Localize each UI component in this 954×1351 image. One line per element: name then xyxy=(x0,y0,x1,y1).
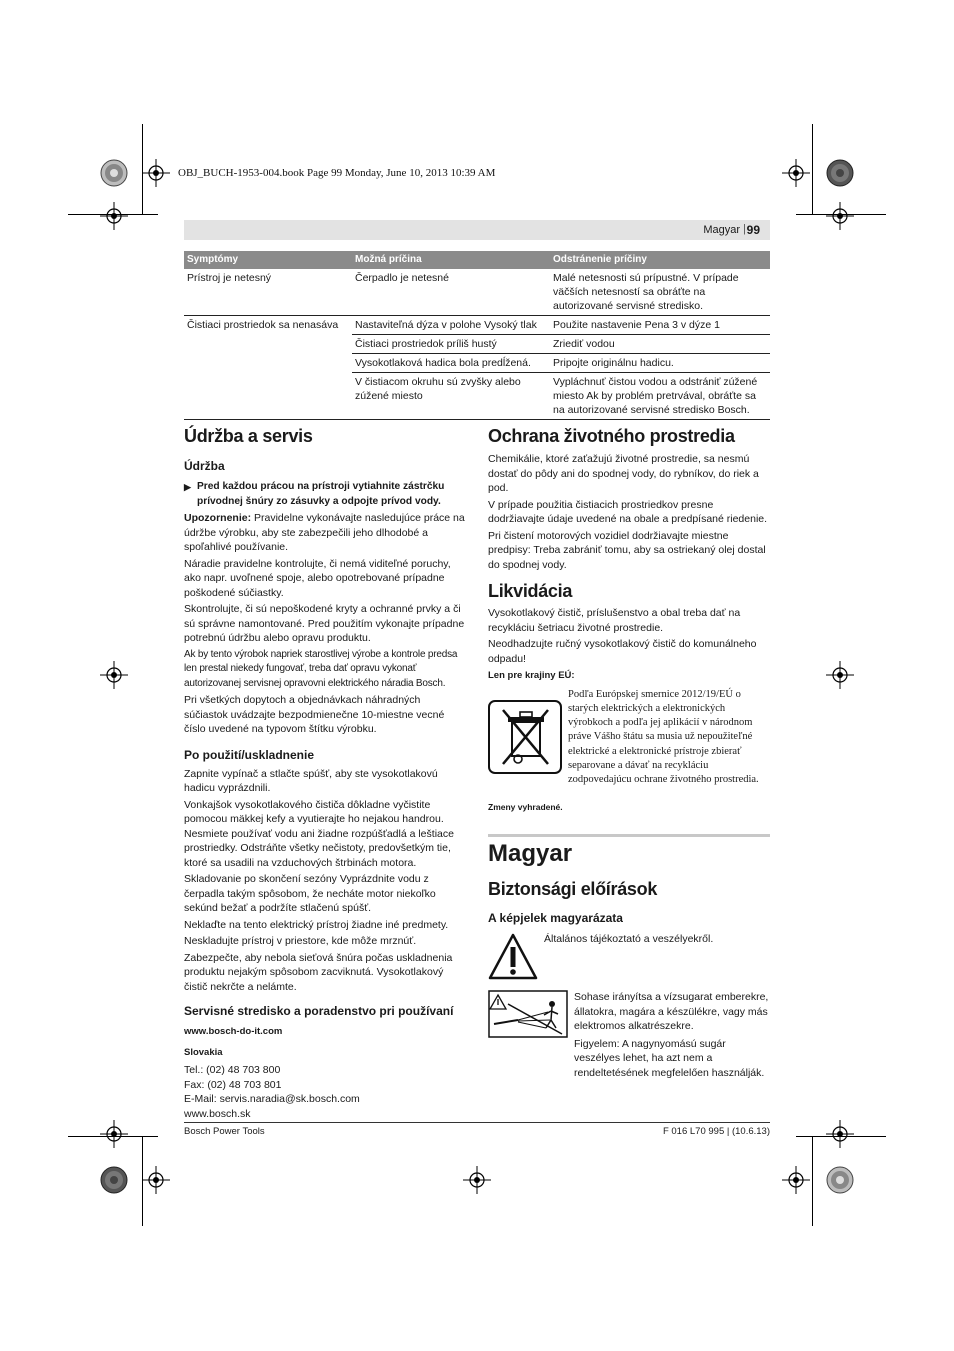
subheading-symbols: A képjelek magyarázata xyxy=(488,911,623,925)
paragraph: Vonkajšok vysokotlakového čističa dôkladne vyčistite pomocou mäkkej kefy a vyutierajte ho nejakou handrou. Nesmiete používať vodu ani žiadne rozpúšťadlá a leštiace prostriedky. Odstráňte všetky nečistoty, predovšetkým tie, ktoré sa usadili na vzduchových štrbinách motora. xyxy=(184,798,454,869)
note-label: Upozornenie: xyxy=(184,512,252,524)
table-row xyxy=(184,373,770,420)
symbol-row xyxy=(488,932,770,982)
table-cell: Pripojte originálnu hadicu. xyxy=(550,354,770,373)
section-divider xyxy=(488,834,770,837)
subheading-storage: Po použití/uskladnenie xyxy=(184,747,315,762)
service-contact xyxy=(184,1063,466,1121)
registration-mark-icon xyxy=(100,661,128,689)
table-cell: Čistiaci prostriedok príliš hustý xyxy=(352,335,550,354)
paragraph: Pri všetkých dopytoch a objednávkach náhradných súčiastok uvádzajte bezpodmienečne 10-miestne vecné číslo uvedené na typovom štítku výrobku. xyxy=(184,694,445,735)
table-row xyxy=(184,354,770,373)
table-cell xyxy=(184,354,352,373)
table-cell xyxy=(184,335,352,354)
table-cell: Vypláchnuť čistou vodou a odstrániť zúžené miesto Ak by problém pretrvával, obráťte sa na autorizované servisné stredisko Bosch. xyxy=(550,373,770,420)
paragraph: Skontrolujte, či sú nepoškodené kryty a ochranné prvky a či sú správne namontované. Pred použitím vykonajte prípadne potrebnú údržbu alebo opravu produktu. xyxy=(184,603,465,644)
table-header-row xyxy=(184,251,770,269)
subheading-service: Servisné stredisko a poradenstvo pri používaní xyxy=(184,1004,454,1018)
crop-mark xyxy=(812,124,813,214)
note-text: Pravidelne vykonávajte nasledujúce práce na údržbe výrobku, aby ste zabezpečili jeho dlhodobé a spoľahlivé používanie. xyxy=(184,512,465,553)
paragraph: Zapnite vypínač a stlačte spúšť, aby ste vysokotlakovú hadicu vyprázdnili. xyxy=(184,767,438,794)
color-target-icon xyxy=(100,1166,128,1194)
table-row xyxy=(184,316,770,335)
service-phone: Tel.: (02) 48 703 800 xyxy=(184,1064,281,1076)
table-cell: Zriediť vodou xyxy=(550,335,770,354)
weee-block xyxy=(488,688,770,788)
page-language: Magyar xyxy=(703,224,740,236)
page-header-band xyxy=(184,220,770,240)
service-email[interactable]: E-Mail: servis.naradia@sk.bosch.com xyxy=(184,1093,360,1105)
table-cell: Prístroj je netesný xyxy=(184,269,352,316)
left-column xyxy=(184,425,466,1121)
paragraph: Skladovanie po skončení sezóny Vyprázdnite vodu z čerpadla takým spôsobom, že necháte motor niekoľko sekúnd bežať a podržíte stlačenú spúšť. xyxy=(184,873,436,914)
troubleshooting-table xyxy=(184,251,770,420)
registration-mark-icon xyxy=(826,1120,854,1148)
paragraph: Ak by tento výrobok napriek starostlivej výrobe a kontrole predsa len prestal niekedy fungovať, treba dať opravu vykonať autorizovanej servisnej opravovni elektrického náradia Bosch. xyxy=(184,648,458,689)
language-title: Magyar xyxy=(488,840,573,867)
registration-mark-icon xyxy=(100,1120,128,1148)
color-target-icon xyxy=(826,159,854,187)
table-header: Odstránenie príčiny xyxy=(550,251,770,269)
table-cell: Malé netesnosti sú prípustné. V prípade väčších netesností sa obráťte na autorizované servisné stredisko. xyxy=(550,269,770,316)
registration-mark-icon xyxy=(826,202,854,230)
paragraph: Neodhadzujte ručný vysokotlakový čistič do komunálneho odpadu! xyxy=(488,638,757,665)
table-header: Symptómy xyxy=(184,251,352,269)
weee-text: Podľa Európskej smernice 2012/19/EÚ o starých elektrických a elektronických výrobkoch a podľa jej aplikácií v národnom práve Vášho štátu sa musia už nepoužiteľné elektrické a elektronické prístroje zbierať separovane a dávať na recykláciu zodpovedajúcu ochrane životného prostredia. xyxy=(568,688,759,786)
service-website[interactable]: www.bosch.sk xyxy=(184,1107,251,1120)
symbol-row xyxy=(488,990,770,1082)
magyar-section xyxy=(488,840,770,1082)
bullet-text: Pred každou prácou na prístroji vytiahnite zástrčku prívodnej šnúry zo zásuvky a odpojte prívod vody. xyxy=(197,481,445,507)
paragraph: Náradie pravidelne kontrolujte, či nemá viditeľné poruchy, ako napr. uvoľnené spoje, alebo opotrebované prípadne poškodené súčiastky. xyxy=(184,557,451,599)
right-column xyxy=(488,425,770,816)
registration-mark-icon xyxy=(826,661,854,689)
water-jet-warning-icon xyxy=(488,990,568,1038)
service-fax: Fax: (02) 48 703 801 xyxy=(184,1078,282,1091)
book-header: OBJ_BUCH-1953-004.book Page 99 Monday, June 10, 2013 10:39 AM xyxy=(178,167,496,179)
paragraph-note xyxy=(184,511,466,555)
registration-mark-icon xyxy=(142,1166,170,1194)
paragraph: Neskladujte prístroj v priestore, kde môže mrznúť. xyxy=(184,935,417,947)
section-heading-maintenance: Údržba a servis xyxy=(184,426,313,446)
footer-right: F 016 L70 995 | (10.6.13) xyxy=(662,1126,770,1137)
registration-mark-icon xyxy=(463,1166,491,1194)
table-cell xyxy=(184,373,352,420)
registration-mark-icon xyxy=(782,1166,810,1194)
table-cell: Použite nastavenie Pena 3 v dýze 1 xyxy=(550,316,770,335)
changes-reserved: Zmeny vyhradené. xyxy=(488,801,563,812)
eu-label: Len pre krajiny EÚ: xyxy=(488,670,575,681)
bullet-unplug xyxy=(184,480,466,509)
table-row xyxy=(184,269,770,316)
table-header: Možná príčina xyxy=(352,251,550,269)
section-heading-environment: Ochrana životného prostredia xyxy=(488,426,735,446)
service-country: Slovakia xyxy=(184,1046,223,1058)
registration-mark-icon xyxy=(100,202,128,230)
paragraph: Chemikálie, ktoré zaťažujú životné prostredie, sa nesmú dostať do pôdy ani do spodnej vody, do rybníkov, do riek a pod. xyxy=(488,453,759,494)
crossed-bin-icon xyxy=(488,700,562,774)
table-cell: Čistiaci prostriedok sa nenasáva xyxy=(187,319,339,331)
table-row xyxy=(184,335,770,354)
color-target-icon xyxy=(100,159,128,187)
warning-triangle-icon xyxy=(488,932,538,982)
symbol-text: Általános tájékoztató a veszélyekről. xyxy=(544,933,714,945)
weee-symbol-wrap xyxy=(488,688,568,788)
table-cell: Čerpadlo je netesné xyxy=(352,269,550,316)
crop-mark xyxy=(812,1136,813,1226)
subheading-maintenance: Údržba xyxy=(184,459,225,473)
table-cell: V čistiacom okruhu sú zvyšky alebo zúžené miesto xyxy=(352,373,550,420)
paragraph: Neklaďte na tento elektrický prístroj žiadne iné predmety. xyxy=(184,918,449,931)
page-number: 99 xyxy=(746,223,760,237)
footer-left: Bosch Power Tools xyxy=(184,1126,265,1137)
symbol-text: Figyelem: A nagynyomású sugár veszélyes lehet, ha azt nem a rendeltetésének megfelelően használják. xyxy=(574,1037,765,1079)
section-heading-disposal: Likvidácia xyxy=(488,581,573,601)
paragraph: Pri čistení motorových vozidiel dodržiavajte miestne predpisy: Treba zabrániť tomu, aby sa ostriekaný olej dostal do spodnej vody. xyxy=(488,529,766,571)
symbol-text: Sohase irányítsa a vízsugarat emberekre, állatokra, magára a készülékre, vagy más elektromos alkatrészekre. xyxy=(574,991,769,1032)
footer-rule xyxy=(184,1122,770,1123)
paragraph: Vysokotlakový čistič, príslušenstvo a obal treba dať na recykláciu šetriacu životné prostredie. xyxy=(488,607,741,634)
service-web-link[interactable]: www.bosch-do-it.com xyxy=(184,1026,283,1037)
section-heading-safety: Biztonsági előírások xyxy=(488,879,658,899)
paragraph: V prípade použitia čistiacich prostriedkov presne dodržiavajte údaje uvedené na obale a predpísané riedenie. xyxy=(488,498,768,525)
registration-mark-icon xyxy=(142,159,170,187)
paragraph: Zabezpečte, aby nebola sieťová šnúra počas uskladnenia produktu nejakým spôsobom zacviknutá. Vysokotlakový čistič nekrčte a nelámte. xyxy=(184,951,453,993)
page-separator: | xyxy=(743,223,746,235)
triangle-bullet-icon: ▶ xyxy=(184,482,191,492)
color-target-icon xyxy=(826,1166,854,1194)
symbol-text-group xyxy=(574,990,770,1082)
table-cell: Vysokotlaková hadica bola predĺžená. xyxy=(352,354,550,373)
registration-mark-icon xyxy=(782,159,810,187)
table-cell: Nastaviteľná dýza v polohe Vysoký tlak xyxy=(352,316,550,335)
